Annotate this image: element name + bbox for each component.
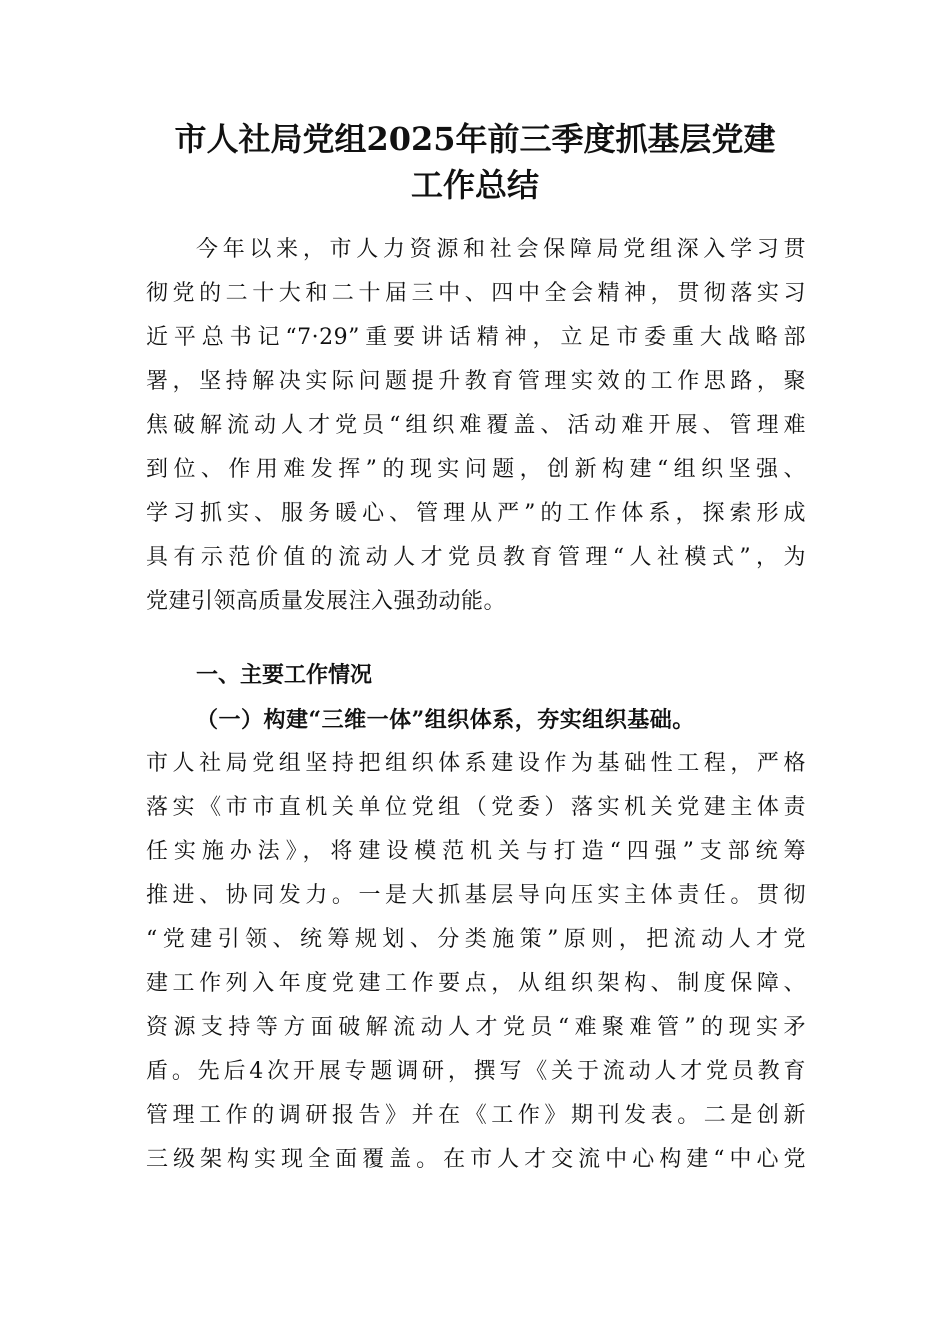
body-paragraph-line: 落实《市市直机关单位党组（党委）落实机关党建主体责 (146, 795, 806, 820)
intro-paragraph-line: 彻党的二十大和二十届三中、四中全会精神，贯彻落实习 (146, 281, 806, 306)
intro-paragraph-line: 党建引领高质量发展注入强劲动能。 (146, 589, 507, 614)
body-paragraph-line: 盾。先后4次开展专题调研，撰写《关于流动人才党员教育 (146, 1059, 806, 1084)
body-paragraph-line: 三级架构实现全面覆盖。在市人才交流中心构建“中心党 (146, 1147, 806, 1172)
sub-heading: （一）构建“三维一体”组织体系，夯实组织基础。 (196, 707, 695, 733)
body-paragraph-line: 任实施办法》，将建设模范机关与打造“四强”支部统筹 (146, 839, 806, 864)
body-paragraph-line: 资源支持等方面破解流动人才党员“难聚难管”的现实矛 (146, 1015, 806, 1040)
document-title-line-1: 市人社局党组2025年前三季度抓基层党建 (174, 120, 776, 158)
body-paragraph-line: 推进、协同发力。一是大抓基层导向压实主体责任。贯彻 (146, 883, 806, 908)
intro-paragraph-line: 到位、作用难发挥”的现实问题，创新构建“组织坚强、 (146, 457, 806, 482)
intro-paragraph-line: 学习抓实、服务暖心、管理从严”的工作体系，探索形成 (146, 501, 806, 526)
intro-paragraph-line: 署，坚持解决实际问题提升教育管理实效的工作思路，聚 (146, 369, 806, 394)
intro-paragraph-line: 近平总书记“7·29”重要讲话精神，立足市委重大战略部 (146, 325, 806, 350)
body-paragraph-line: 建工作列入年度党建工作要点，从组织架构、制度保障、 (146, 971, 806, 996)
body-paragraph-line: 管理工作的调研报告》并在《工作》期刊发表。二是创新 (146, 1103, 806, 1128)
intro-paragraph-line: 今年以来，市人力资源和社会保障局党组深入学习贯 (196, 237, 806, 262)
body-paragraph-line: 市人社局党组坚持把组织体系建设作为基础性工程，严格 (146, 751, 806, 776)
intro-paragraph-line: 焦破解流动人才党员“组织难覆盖、活动难开展、管理难 (146, 413, 806, 438)
body-paragraph-line: “党建引领、统筹规划、分类施策”原则，把流动人才党 (146, 927, 806, 952)
section-heading: 一、主要工作情况 (196, 663, 373, 688)
document-title-line-2: 工作总结 (410, 166, 539, 204)
intro-paragraph-line: 具有示范价值的流动人才党员教育管理“人社模式”，为 (146, 545, 806, 570)
